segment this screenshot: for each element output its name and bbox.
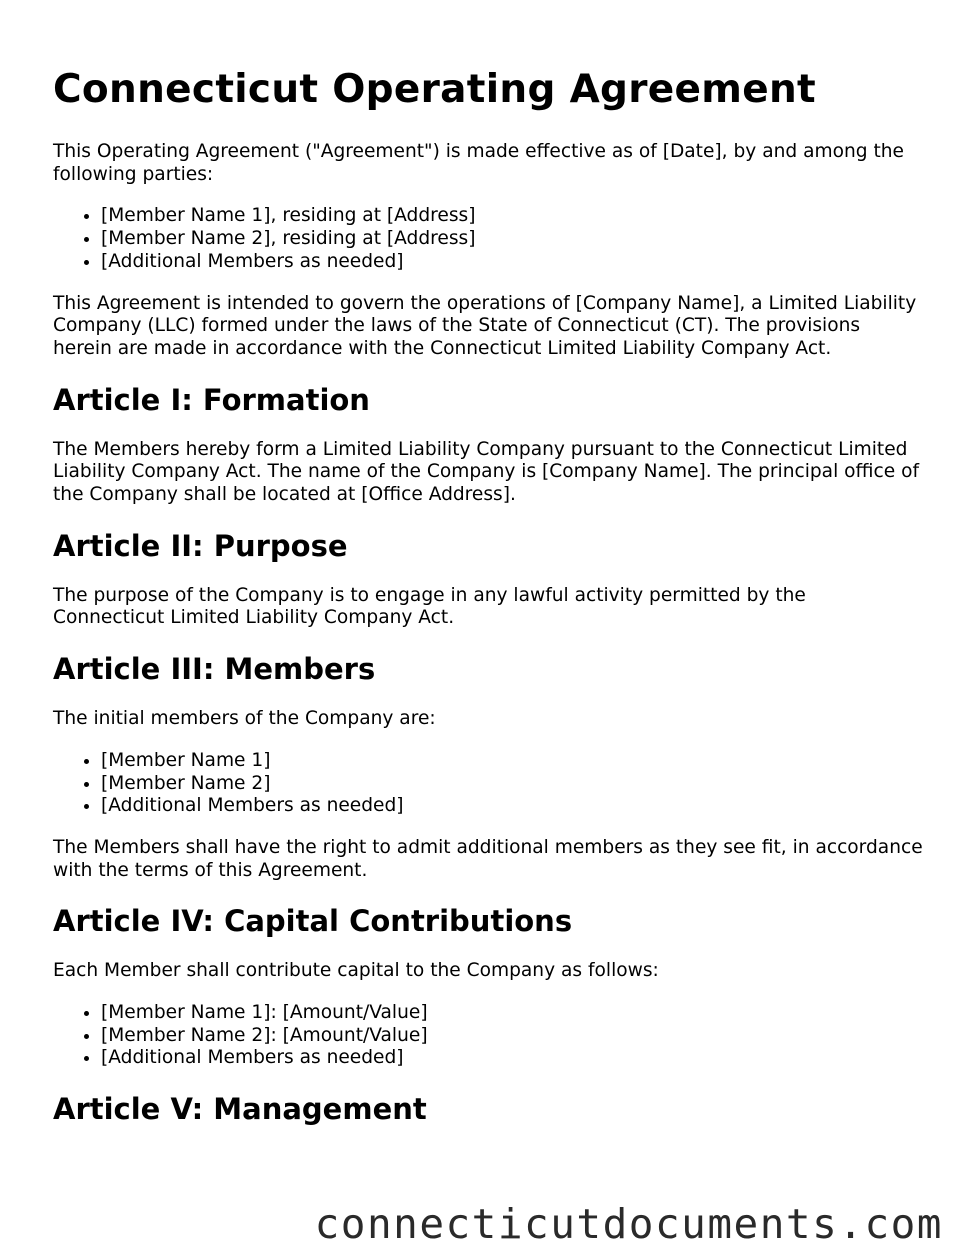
article-intro-members: The initial members of the Company are: <box>53 708 436 730</box>
article-text-formation: The Members hereby form a Limited Liability Company pursuant to the Connecticut Limited Liability Company Act. The name of the Company is [Company Name]. The principal office of the Company shall be located at [Office Address]. <box>53 438 919 506</box>
document-title: Connecticut Operating Agreement <box>53 67 817 112</box>
list-item: • [Member Name 1], residing at [Address] <box>101 205 923 228</box>
parties-list <box>53 205 923 273</box>
article-heading-management: Article V: Management <box>53 1092 427 1127</box>
intro-paragraph: This Operating Agreement ("Agreement") is made effective as of [Date], by and among the following parties: <box>53 141 904 185</box>
list-item: • [Additional Members as needed] <box>101 795 923 818</box>
list-item: • [Additional Members as needed] <box>101 1047 923 1070</box>
list-item: • [Member Name 2] <box>101 773 923 796</box>
article-text-members: The Members shall have the right to admit additional members as they see fit, in accordance with the terms of this Agreement. <box>53 836 923 881</box>
list-item: • [Member Name 1]: [Amount/Value] <box>101 1002 923 1025</box>
article-text-purpose: The purpose of the Company is to engage in any lawful activity permitted by the Connecticut Limited Liability Company Act. <box>53 584 806 629</box>
article-heading-purpose: Article II: Purpose <box>53 528 348 563</box>
site-watermark: connecticutdocuments.com <box>314 1200 943 1248</box>
list-item: • [Additional Members as needed] <box>101 251 923 274</box>
list-item: • [Member Name 1] <box>101 750 923 773</box>
document-page <box>53 62 923 1148</box>
article-heading-members: Article III: Members <box>53 652 376 687</box>
members-list <box>53 750 923 818</box>
list-item: • [Member Name 2], residing at [Address] <box>101 228 923 251</box>
article-heading-formation: Article I: Formation <box>53 382 370 417</box>
article-heading-capital: Article IV: Capital Contributions <box>53 904 573 939</box>
purpose-statement-paragraph: This Agreement is intended to govern the operations of [Company Name], a Limited Liability Company (LLC) formed under the laws of the State of Connecticut (CT). The provisions herein are made in accordance with the Connecticut Limited Liability Company Act. <box>53 292 917 359</box>
article-intro-capital: Each Member shall contribute capital to the Company as follows: <box>53 960 659 982</box>
capital-list <box>53 1002 923 1070</box>
list-item: • [Member Name 2]: [Amount/Value] <box>101 1025 923 1048</box>
